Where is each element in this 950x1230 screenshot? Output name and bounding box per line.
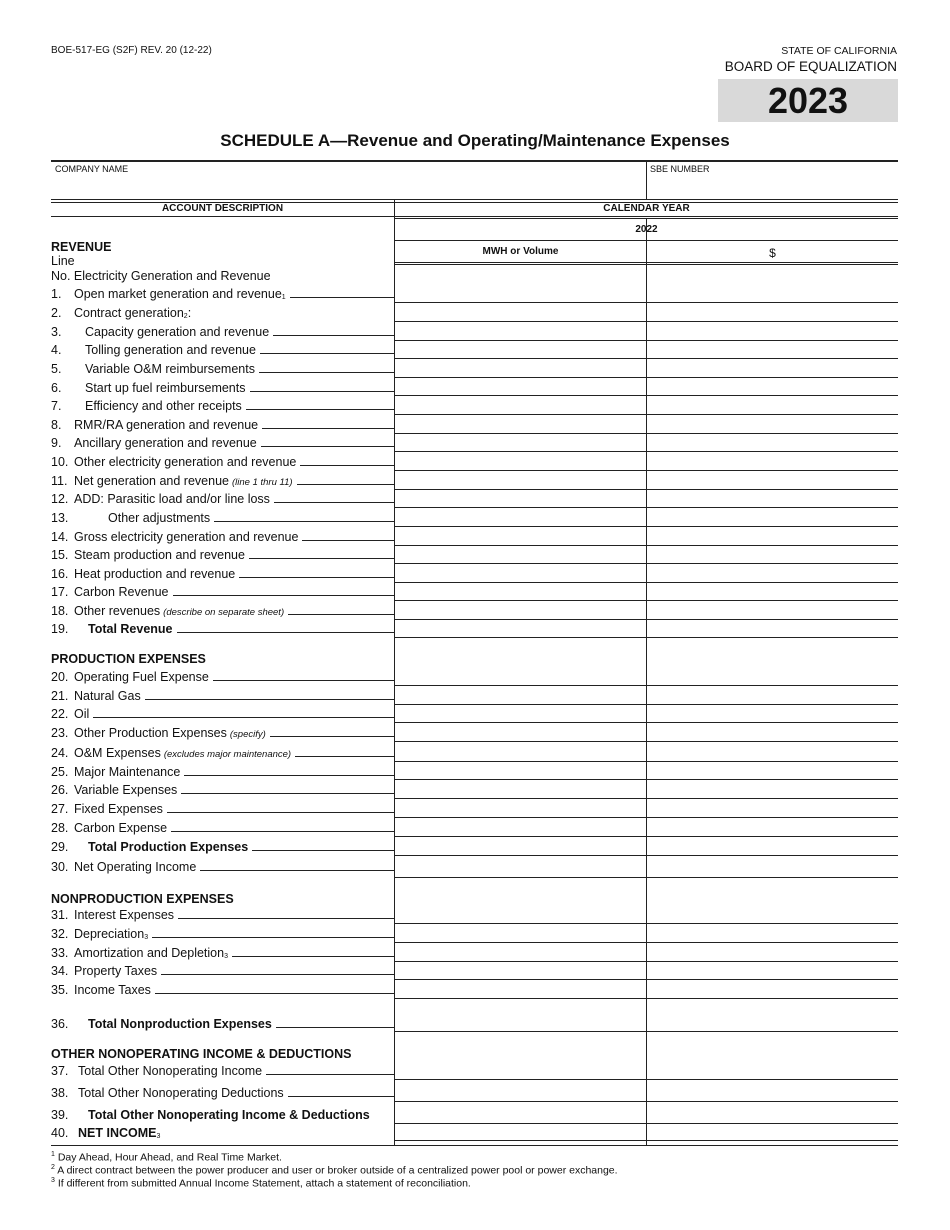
line-22 (51, 704, 394, 721)
leader-rule (173, 595, 394, 596)
dollars-cell-line-28[interactable] (647, 836, 898, 837)
volume-cell-line-27[interactable] (395, 817, 646, 818)
line-27 (51, 799, 394, 816)
dollars-cell-line-30[interactable] (647, 877, 898, 878)
form-number: BOE-517-EG (S2F) REV. 20 (12-22) (51, 45, 212, 56)
dollars-cell-line-23[interactable] (647, 741, 898, 742)
header-rule (51, 216, 898, 217)
no-label: No. Electricity Generation and Revenue (51, 269, 271, 283)
line-label: Other Production Expenses (74, 726, 227, 740)
volume-cell-line-30[interactable] (395, 877, 646, 878)
leader-rule (213, 680, 394, 681)
line-number: 36. (51, 1017, 69, 1031)
volume-cell-line-15[interactable] (395, 563, 646, 564)
line-21 (51, 686, 394, 703)
line-number: 26. (51, 783, 69, 797)
line-label: Income Taxes (74, 983, 151, 997)
line-label: Capacity generation and revenue (85, 325, 270, 339)
line-label: Total Other Nonoperating Income & Deductions (88, 1108, 370, 1122)
line-label: Total Other Nonoperating Income (78, 1064, 263, 1078)
footnote-ref: 3 (144, 934, 149, 941)
line-14 (51, 527, 394, 544)
volume-cell-line-24[interactable] (395, 761, 646, 762)
leader-rule (276, 1027, 394, 1028)
company-name-label: COMPANY NAME (55, 164, 129, 174)
leader-rule (239, 577, 394, 578)
line-label: Depreciation (74, 927, 145, 941)
line-number: 10. (51, 455, 69, 469)
line-number: 38. (51, 1086, 69, 1100)
line-label: Major Maintenance (74, 765, 181, 779)
line-label: Other adjustments (108, 511, 211, 525)
volume-cell-line-4[interactable] (395, 358, 646, 359)
line-label: Total Production Expenses (88, 840, 249, 854)
line-label: NET INCOME (78, 1126, 157, 1140)
production-section-title: PRODUCTION EXPENSES (51, 652, 206, 666)
line-number: 12. (51, 492, 69, 506)
dollars-cell-line-6[interactable] (647, 395, 898, 396)
leader-rule (259, 372, 394, 373)
line-label: Total Nonproduction Expenses (88, 1017, 272, 1031)
dollars-cell-line-40[interactable] (647, 1140, 898, 1141)
line-label: Tolling generation and revenue (85, 343, 256, 357)
line-number: 11. (51, 474, 68, 488)
line-number: 7. (51, 399, 62, 413)
leader-rule (273, 335, 394, 336)
line-15 (51, 545, 394, 562)
line-number: 15. (51, 548, 69, 562)
volume-cell-line-2[interactable] (395, 321, 646, 322)
line-31 (51, 905, 394, 922)
dollars-cell-line-32[interactable] (647, 942, 898, 943)
volume-cell-line-6[interactable] (395, 395, 646, 396)
line-note: (specify) (229, 729, 266, 740)
leader-rule (145, 699, 394, 700)
dollars-cell-line-24[interactable] (647, 761, 898, 762)
line-label: Gross electricity generation and revenue (74, 530, 299, 544)
line-note: (describe on separate sheet) (163, 607, 285, 618)
line-30 (51, 857, 394, 874)
leader-rule (232, 956, 394, 957)
dollars-cell-line-15[interactable] (647, 563, 898, 564)
line-number: 21. (51, 689, 69, 703)
leader-rule (290, 297, 394, 298)
dollars-cell-line-16[interactable] (647, 582, 898, 583)
dollars-cell-line-25[interactable] (647, 779, 898, 780)
line-3 (51, 322, 394, 339)
line-label: Other electricity generation and revenue (74, 455, 297, 469)
volume-cell-line-33[interactable] (395, 961, 646, 962)
line-7 (51, 396, 394, 413)
volume-cell-line-17[interactable] (395, 600, 646, 601)
line-number: 17. (51, 585, 69, 599)
leader-rule (93, 717, 394, 718)
volume-cell-line-12[interactable] (395, 507, 646, 508)
leader-rule (274, 502, 394, 503)
dollars-column-header: $ (769, 246, 776, 260)
leader-rule (297, 484, 394, 485)
line-label: Net generation and revenue (74, 474, 229, 488)
volume-cell-line-31[interactable] (395, 923, 646, 924)
dollars-cell-line-2[interactable] (647, 321, 898, 322)
leader-rule (295, 756, 394, 757)
dollars-cell-line-34[interactable] (647, 979, 898, 980)
leader-rule (252, 850, 394, 851)
volume-cell-line-28[interactable] (395, 836, 646, 837)
line-suffix: : (187, 306, 192, 320)
line-number: 31. (51, 908, 69, 922)
volume-cell-line-36[interactable] (395, 1031, 646, 1032)
leader-rule (155, 993, 394, 994)
dollars-cell-line-8[interactable] (647, 433, 898, 434)
leader-rule (260, 353, 394, 354)
dollars-cell-line-20[interactable] (647, 685, 898, 686)
line-1 (51, 284, 394, 301)
volume-cell-line-21[interactable] (395, 704, 646, 705)
dollars-cell-line-4[interactable] (647, 358, 898, 359)
line-38 (51, 1083, 394, 1100)
dollars-cell-line-27[interactable] (647, 817, 898, 818)
dollars-cell-line-18[interactable] (647, 619, 898, 620)
line-23 (51, 723, 394, 740)
line-label: Natural Gas (74, 689, 141, 703)
line-number: 30. (51, 860, 69, 874)
line-label: Carbon Revenue (74, 585, 169, 599)
line-6 (51, 378, 394, 395)
leader-rule (178, 918, 394, 919)
line-label: Variable O&M reimbursements (85, 362, 255, 376)
data-year-header: 2022 (635, 224, 658, 235)
footnote-ref: 1 (281, 294, 286, 301)
line-label: O&M Expenses (74, 746, 161, 760)
dollars-cell-line-7[interactable] (647, 414, 898, 415)
line-number: 27. (51, 802, 69, 816)
footnote-3: $^3$ If different from submitted Annual Income Statement, attach a statement of reconciliation. (51, 1177, 471, 1190)
line-29 (51, 837, 394, 854)
volume-cell-line-18[interactable] (395, 619, 646, 620)
header-rule (51, 199, 898, 200)
line-number: 19. (51, 622, 69, 636)
line-8 (51, 415, 394, 432)
line-label: Fixed Expenses (74, 802, 163, 816)
account-description-header: ACCOUNT DESCRIPTION (161, 203, 284, 214)
dollars-cell-line-39[interactable] (647, 1123, 898, 1124)
volume-cell-line-16[interactable] (395, 582, 646, 583)
line-2 (51, 303, 394, 320)
line-label: Property Taxes (74, 964, 158, 978)
footnote-ref: 3 (156, 1133, 161, 1140)
volume-cell-line-11[interactable] (395, 489, 646, 490)
leader-rule (177, 632, 394, 633)
dollars-cell-line-38[interactable] (647, 1101, 898, 1102)
line-4 (51, 340, 394, 357)
agency-label: BOARD OF EQUALIZATION (724, 59, 897, 74)
leader-rule (262, 428, 394, 429)
line-19 (51, 619, 394, 636)
volume-cell-line-23[interactable] (395, 741, 646, 742)
line-label: Oil (74, 707, 90, 721)
line-label: Efficiency and other receipts (85, 399, 242, 413)
line-20 (51, 667, 394, 684)
volume-cell-line-7[interactable] (395, 414, 646, 415)
line-label: Steam production and revenue (74, 548, 245, 562)
dollars-cell-line-26[interactable] (647, 798, 898, 799)
line-10 (51, 452, 394, 469)
line-35 (51, 980, 394, 997)
line-number: 13. (51, 511, 69, 525)
line-5 (51, 359, 394, 376)
line-26 (51, 780, 394, 797)
page-title: SCHEDULE A—Revenue and Operating/Maintenance Expenses (220, 131, 730, 150)
line-label: ADD: Parasitic load and/or line loss (74, 492, 270, 506)
line-label: Amortization and Depletion (74, 946, 225, 960)
dollars-cell-line-11[interactable] (647, 489, 898, 490)
line-label: Interest Expenses (74, 908, 175, 922)
nonproduction-section-title: NONPRODUCTION EXPENSES (51, 892, 234, 906)
dollars-cell-line-10[interactable] (647, 470, 898, 471)
leader-rule (302, 540, 394, 541)
leader-rule (161, 974, 394, 975)
volume-cell-line-22[interactable] (395, 722, 646, 723)
line-number: 28. (51, 821, 69, 835)
company-name-field[interactable] (52, 176, 644, 198)
line-11 (51, 471, 394, 488)
line-label: Net Operating Income (74, 860, 197, 874)
line-note: (line 1 thru 11) (231, 477, 293, 488)
line-label: Total Other Nonoperating Deductions (78, 1086, 284, 1100)
dollars-cell-line-9[interactable] (647, 451, 898, 452)
line-label: Line (51, 254, 75, 268)
leader-rule (246, 409, 394, 410)
dollars-cell-line-3[interactable] (647, 340, 898, 341)
dollars-cell-line-33[interactable] (647, 961, 898, 962)
dollars-cell-line-12[interactable] (647, 507, 898, 508)
dollars-cell-line-37[interactable] (647, 1079, 898, 1080)
dollars-cell-line-21[interactable] (647, 704, 898, 705)
volume-cell-line-3[interactable] (395, 340, 646, 341)
line-18 (51, 601, 394, 618)
volume-cell-line-35[interactable] (395, 998, 646, 999)
line-36 (51, 1014, 394, 1031)
line-number: 16. (51, 567, 69, 581)
leader-rule (200, 870, 394, 871)
line-label: Start up fuel reimbursements (85, 381, 246, 395)
dollars-cell-line-14[interactable] (647, 545, 898, 546)
line-number: 22. (51, 707, 69, 721)
line-number: 29. (51, 840, 69, 854)
line-34 (51, 961, 394, 978)
line-25 (51, 762, 394, 779)
line-label: RMR/RA generation and revenue (74, 418, 259, 432)
line-12 (51, 489, 394, 506)
volume-cell-line-38[interactable] (395, 1101, 646, 1102)
top-rule (51, 160, 898, 162)
line-33 (51, 943, 394, 960)
volume-cell-line-14[interactable] (395, 545, 646, 546)
volume-cell-line-10[interactable] (395, 470, 646, 471)
sbe-number-label: SBE NUMBER (650, 164, 710, 174)
form-year: 2023 (718, 79, 898, 122)
dollars-cell-line-29[interactable] (647, 855, 898, 856)
dollars-cell-line-5[interactable] (647, 377, 898, 378)
line-number: 34. (51, 964, 69, 978)
line-number: 32. (51, 927, 69, 941)
line-number: 14. (51, 530, 69, 544)
line-number: 5. (51, 362, 62, 376)
line-number: 35. (51, 983, 69, 997)
line-number: 40. (51, 1126, 69, 1140)
line-number: 23. (51, 726, 69, 740)
volume-cell-line-34[interactable] (395, 979, 646, 980)
line-24 (51, 743, 394, 760)
line-number: 2. (51, 306, 62, 320)
line-39 (51, 1105, 394, 1122)
line-32 (51, 924, 394, 941)
line-label: Total Revenue (88, 622, 173, 636)
revenue-section-title: REVENUE (51, 240, 112, 254)
other-section-title: OTHER NONOPERATING INCOME & DEDUCTIONS (51, 1047, 352, 1061)
volume-cell-line-26[interactable] (395, 798, 646, 799)
line-number: 33. (51, 946, 69, 960)
sbe-number-field[interactable] (648, 176, 896, 198)
volume-cell-line-9[interactable] (395, 451, 646, 452)
volume-cell-line-32[interactable] (395, 942, 646, 943)
footnote-ref: 3 (224, 953, 228, 960)
line-28 (51, 818, 394, 835)
line-40 (51, 1123, 394, 1140)
line-number: 25. (51, 765, 69, 779)
line-label: Carbon Expense (74, 821, 168, 835)
volume-cell-line-25[interactable] (395, 779, 646, 780)
line-number: 4. (51, 343, 62, 357)
volume-cell-line-40[interactable] (395, 1140, 646, 1141)
leader-rule (214, 521, 394, 522)
dollars-cell-line-36[interactable] (647, 1031, 898, 1032)
dollars-cell-line-1[interactable] (647, 302, 898, 303)
leader-rule (250, 391, 395, 392)
footnote-1: $^1$ Day Ahead, Hour Ahead, and Real Time Market. (51, 1151, 282, 1164)
volume-cell-line-19[interactable] (395, 637, 646, 638)
dollars-cell-line-13[interactable] (647, 526, 898, 527)
line-number: 8. (51, 418, 62, 432)
volume-cell-line-29[interactable] (395, 855, 646, 856)
bottom-rule (51, 1145, 898, 1146)
leader-rule (249, 558, 394, 559)
calendar-year-header: CALENDAR YEAR (603, 203, 690, 214)
line-9 (51, 433, 394, 450)
line-note: (excludes major maintenance) (163, 749, 292, 760)
line-label: Contract generation (74, 306, 184, 320)
dollars-cell-line-19[interactable] (647, 637, 898, 638)
volume-cell-line-1[interactable] (395, 302, 646, 303)
leader-rule (270, 736, 394, 737)
line-label: Variable Expenses (74, 783, 178, 797)
volume-cell-line-5[interactable] (395, 377, 646, 378)
volume-cell-line-13[interactable] (395, 526, 646, 527)
line-number: 6. (51, 381, 62, 395)
line-label: Other revenues (74, 604, 161, 618)
leader-rule (288, 1096, 394, 1097)
leader-rule (288, 614, 394, 615)
leader-rule (300, 465, 394, 466)
leader-rule (152, 937, 394, 938)
line-label: Ancillary generation and revenue (74, 436, 257, 450)
volume-column-header: MWH or Volume (482, 246, 559, 257)
line-number: 9. (51, 436, 62, 450)
volume-cell-line-20[interactable] (395, 685, 646, 686)
volume-cell-line-39[interactable] (395, 1123, 646, 1124)
volume-cell-line-37[interactable] (395, 1079, 646, 1080)
line-16 (51, 564, 394, 581)
line-number: 39. (51, 1108, 69, 1122)
leader-rule (184, 775, 394, 776)
line-number: 37. (51, 1064, 69, 1078)
volume-cell-line-8[interactable] (395, 433, 646, 434)
leader-rule (171, 831, 394, 832)
leader-rule (181, 793, 394, 794)
line-label: Operating Fuel Expense (74, 670, 209, 684)
line-13 (51, 508, 394, 525)
dollars-cell-line-22[interactable] (647, 722, 898, 723)
divider (646, 161, 647, 199)
leader-rule (266, 1074, 394, 1075)
leader-rule (167, 812, 394, 813)
footnote-ref: 2 (183, 313, 188, 320)
line-label: Heat production and revenue (74, 567, 236, 581)
leader-rule (261, 446, 394, 447)
state-label: STATE OF CALIFORNIA (781, 45, 897, 57)
line-label: Open market generation and revenue (74, 287, 282, 301)
dollars-cell-line-17[interactable] (647, 600, 898, 601)
line-number: 24. (51, 746, 69, 760)
line-number: 18. (51, 604, 69, 618)
footnote-2: $^2$ A direct contract between the power producer and user or broker outside of a centralized power pool or power exchange. (51, 1164, 618, 1177)
line-17 (51, 582, 394, 599)
dollars-cell-line-31[interactable] (647, 923, 898, 924)
dollars-cell-line-35[interactable] (647, 998, 898, 999)
line-number: 1. (51, 287, 62, 301)
line-number: 3. (51, 325, 62, 339)
line-37 (51, 1061, 394, 1078)
line-number: 20. (51, 670, 69, 684)
